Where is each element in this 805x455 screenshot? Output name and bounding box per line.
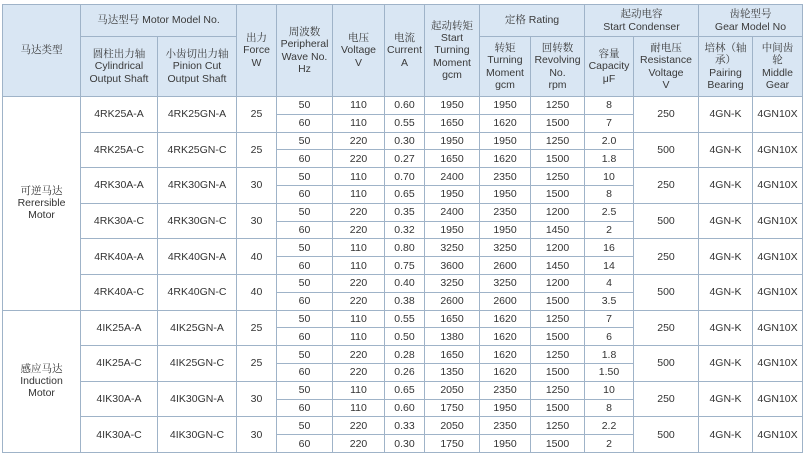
capacity-cell: 10 — [585, 381, 634, 399]
current-cell: 0.75 — [385, 257, 425, 275]
capacity-cell: 8 — [585, 97, 634, 115]
rpm-cell: 1250 — [531, 417, 585, 435]
turning-moment-cell: 1620 — [480, 150, 531, 168]
capacity-cell: 2.2 — [585, 417, 634, 435]
resist-voltage-cell: 500 — [634, 346, 699, 382]
start-moment-cell: 1950 — [425, 185, 480, 203]
turning-moment-cell: 2350 — [480, 417, 531, 435]
model-cyl-cell: 4RK40A-C — [81, 274, 158, 310]
pairing-cell: 4GN-K — [699, 346, 753, 382]
motor-group-text: 感应马达 — [20, 363, 63, 376]
current-cell: 0.55 — [385, 310, 425, 328]
start-moment-cell: 1950 — [425, 221, 480, 239]
rpm-cell: 1500 — [531, 363, 585, 381]
voltage-cell: 220 — [333, 150, 385, 168]
resist-voltage-cell: 500 — [634, 274, 699, 310]
turning-moment-cell: 2350 — [480, 203, 531, 221]
turning-moment-cell: 1950 — [480, 97, 531, 115]
pairing-cell: 4GN-K — [699, 132, 753, 168]
model-cyl-cell: 4RK40A-A — [81, 239, 158, 275]
motor-spec-table — [2, 4, 803, 453]
header-rpm: 回转数 Revolving No. rpm — [531, 37, 585, 97]
turning-moment-cell: 1620 — [480, 328, 531, 346]
force-cell: 25 — [237, 346, 277, 382]
start-moment-cell: 2600 — [425, 292, 480, 310]
freq-cell: 60 — [277, 150, 333, 168]
table-row — [3, 274, 803, 292]
force-cell: 40 — [237, 239, 277, 275]
turning-moment-cell: 1950 — [480, 185, 531, 203]
force-cell: 25 — [237, 97, 277, 133]
voltage-cell: 110 — [333, 257, 385, 275]
voltage-cell: 110 — [333, 185, 385, 203]
model-pinion-cell: 4RK40GN-A — [158, 239, 237, 275]
capacity-cell: 6 — [585, 328, 634, 346]
header-force: 出力 Force W — [237, 5, 277, 97]
model-pinion-cell: 4IK25GN-A — [158, 310, 237, 346]
rpm-cell: 1500 — [531, 150, 585, 168]
rpm-cell: 1500 — [531, 185, 585, 203]
voltage-cell: 220 — [333, 274, 385, 292]
resist-voltage-cell: 250 — [634, 310, 699, 346]
freq-cell: 50 — [277, 346, 333, 364]
turning-moment-cell: 1950 — [480, 132, 531, 150]
turning-moment-cell: 2600 — [480, 292, 531, 310]
capacity-cell: 10 — [585, 168, 634, 186]
current-cell: 0.65 — [385, 185, 425, 203]
header-condenser: 起动电容 Start Condenser — [585, 5, 699, 37]
current-cell: 0.40 — [385, 274, 425, 292]
header-resist-voltage: 耐电压 Resistance Voltage V — [634, 37, 699, 97]
start-moment-cell: 1950 — [425, 132, 480, 150]
freq-cell: 50 — [277, 132, 333, 150]
motor-group-label — [3, 310, 81, 452]
start-moment-cell: 1650 — [425, 346, 480, 364]
middle-gear-cell: 4GN10X — [753, 168, 803, 204]
resist-voltage-cell: 250 — [634, 381, 699, 417]
table-row — [3, 346, 803, 364]
header-voltage: 电压 Voltage V — [333, 5, 385, 97]
voltage-cell: 110 — [333, 381, 385, 399]
model-pinion-cell: 4IK30GN-A — [158, 381, 237, 417]
turning-moment-cell: 2600 — [480, 257, 531, 275]
pairing-cell: 4GN-K — [699, 97, 753, 133]
current-cell: 0.28 — [385, 346, 425, 364]
turning-moment-cell: 3250 — [480, 239, 531, 257]
pairing-cell: 4GN-K — [699, 168, 753, 204]
resist-voltage-cell: 250 — [634, 97, 699, 133]
pairing-cell: 4GN-K — [699, 203, 753, 239]
model-cyl-cell: 4RK30A-A — [81, 168, 158, 204]
voltage-cell: 220 — [333, 132, 385, 150]
rpm-cell: 1250 — [531, 132, 585, 150]
middle-gear-cell: 4GN10X — [753, 381, 803, 417]
model-cyl-cell: 4RK25A-C — [81, 132, 158, 168]
start-moment-cell: 1750 — [425, 399, 480, 417]
rpm-cell: 1500 — [531, 435, 585, 453]
header-capacity: 容量 Capacity μF — [585, 37, 634, 97]
motor-group-text: Rerersible — [17, 197, 66, 210]
table-row — [3, 168, 803, 186]
motor-group-text: 可逆马达 — [20, 185, 63, 198]
freq-cell: 60 — [277, 185, 333, 203]
header-gear-model: 齿轮型号 Gear Model No — [699, 5, 803, 37]
model-cyl-cell: 4IK25A-A — [81, 310, 158, 346]
force-cell: 25 — [237, 310, 277, 346]
start-moment-cell: 1650 — [425, 150, 480, 168]
freq-cell: 60 — [277, 328, 333, 346]
voltage-cell: 110 — [333, 310, 385, 328]
table-row — [3, 417, 803, 435]
header-current: 电流 Current A — [385, 5, 425, 97]
current-cell: 0.30 — [385, 132, 425, 150]
turning-moment-cell: 1950 — [480, 435, 531, 453]
rpm-cell: 1450 — [531, 257, 585, 275]
freq-cell: 60 — [277, 257, 333, 275]
start-moment-cell: 1380 — [425, 328, 480, 346]
start-moment-cell: 2050 — [425, 381, 480, 399]
turning-moment-cell: 3250 — [480, 274, 531, 292]
motor-group-label — [3, 97, 81, 311]
freq-cell: 60 — [277, 399, 333, 417]
rpm-cell: 1250 — [531, 310, 585, 328]
table-row — [3, 97, 803, 115]
force-cell: 30 — [237, 381, 277, 417]
voltage-cell: 110 — [333, 399, 385, 417]
turning-moment-cell: 1620 — [480, 363, 531, 381]
middle-gear-cell: 4GN10X — [753, 310, 803, 346]
current-cell: 0.65 — [385, 381, 425, 399]
header-motor-type: 马达类型 — [3, 5, 81, 97]
current-cell: 0.80 — [385, 239, 425, 257]
middle-gear-cell: 4GN10X — [753, 203, 803, 239]
turning-moment-cell: 2350 — [480, 381, 531, 399]
model-cyl-cell: 4RK30A-C — [81, 203, 158, 239]
freq-cell: 50 — [277, 97, 333, 115]
model-cyl-cell: 4IK30A-A — [81, 381, 158, 417]
voltage-cell: 110 — [333, 328, 385, 346]
voltage-cell: 220 — [333, 435, 385, 453]
current-cell: 0.38 — [385, 292, 425, 310]
pairing-cell: 4GN-K — [699, 417, 753, 453]
model-pinion-cell: 4RK40GN-C — [158, 274, 237, 310]
freq-cell: 60 — [277, 114, 333, 132]
model-cyl-cell: 4IK30A-C — [81, 417, 158, 453]
start-moment-cell: 3250 — [425, 239, 480, 257]
freq-cell: 60 — [277, 221, 333, 239]
header-pairing: 培林（轴 承） Pairing Bearing — [699, 37, 753, 97]
start-moment-cell: 2400 — [425, 168, 480, 186]
current-cell: 0.55 — [385, 114, 425, 132]
voltage-cell: 220 — [333, 346, 385, 364]
voltage-cell: 110 — [333, 168, 385, 186]
capacity-cell: 8 — [585, 399, 634, 417]
rpm-cell: 1250 — [531, 346, 585, 364]
force-cell: 30 — [237, 168, 277, 204]
rpm-cell: 1500 — [531, 399, 585, 417]
capacity-cell: 1.8 — [585, 150, 634, 168]
current-cell: 0.60 — [385, 399, 425, 417]
voltage-cell: 220 — [333, 203, 385, 221]
start-moment-cell: 3600 — [425, 257, 480, 275]
resist-voltage-cell: 500 — [634, 203, 699, 239]
rpm-cell: 1500 — [531, 292, 585, 310]
model-pinion-cell: 4RK25GN-C — [158, 132, 237, 168]
start-moment-cell: 2050 — [425, 417, 480, 435]
header-rating: 定格 Rating — [480, 5, 585, 37]
motor-group-text: Motor — [28, 209, 55, 222]
table-row — [3, 203, 803, 221]
current-cell: 0.60 — [385, 97, 425, 115]
middle-gear-cell: 4GN10X — [753, 274, 803, 310]
force-cell: 40 — [237, 274, 277, 310]
freq-cell: 60 — [277, 292, 333, 310]
rpm-cell: 1450 — [531, 221, 585, 239]
voltage-cell: 220 — [333, 417, 385, 435]
freq-cell: 50 — [277, 203, 333, 221]
capacity-cell: 2.5 — [585, 203, 634, 221]
start-moment-cell: 3250 — [425, 274, 480, 292]
model-pinion-cell: 4RK25GN-A — [158, 97, 237, 133]
start-moment-cell: 1750 — [425, 435, 480, 453]
pairing-cell: 4GN-K — [699, 310, 753, 346]
rpm-cell: 1250 — [531, 97, 585, 115]
capacity-cell: 2 — [585, 435, 634, 453]
voltage-cell: 110 — [333, 114, 385, 132]
header-turning-moment: 转矩 Turning Moment gcm — [480, 37, 531, 97]
motor-group-text: Motor — [28, 387, 55, 400]
freq-cell: 50 — [277, 310, 333, 328]
middle-gear-cell: 4GN10X — [753, 97, 803, 133]
force-cell: 25 — [237, 132, 277, 168]
middle-gear-cell: 4GN10X — [753, 417, 803, 453]
model-pinion-cell: 4IK30GN-C — [158, 417, 237, 453]
middle-gear-cell: 4GN10X — [753, 132, 803, 168]
start-moment-cell: 1650 — [425, 114, 480, 132]
voltage-cell: 110 — [333, 239, 385, 257]
capacity-cell: 7 — [585, 310, 634, 328]
voltage-cell: 110 — [333, 97, 385, 115]
header-cyl-shaft: 圆柱出力轴 Cylindrical Output Shaft — [81, 37, 158, 97]
current-cell: 0.32 — [385, 221, 425, 239]
capacity-cell: 1.8 — [585, 346, 634, 364]
rpm-cell: 1500 — [531, 328, 585, 346]
turning-moment-cell: 1620 — [480, 310, 531, 328]
turning-moment-cell: 1950 — [480, 221, 531, 239]
current-cell: 0.70 — [385, 168, 425, 186]
rpm-cell: 1500 — [531, 114, 585, 132]
motor-group-text: Induction — [20, 375, 63, 388]
middle-gear-cell: 4GN10X — [753, 239, 803, 275]
capacity-cell: 7 — [585, 114, 634, 132]
capacity-cell: 8 — [585, 185, 634, 203]
current-cell: 0.30 — [385, 435, 425, 453]
resist-voltage-cell: 500 — [634, 417, 699, 453]
model-pinion-cell: 4RK30GN-A — [158, 168, 237, 204]
pairing-cell: 4GN-K — [699, 274, 753, 310]
rpm-cell: 1200 — [531, 274, 585, 292]
freq-cell: 50 — [277, 274, 333, 292]
freq-cell: 50 — [277, 168, 333, 186]
model-cyl-cell: 4RK25A-A — [81, 97, 158, 133]
model-pinion-cell: 4RK30GN-C — [158, 203, 237, 239]
start-moment-cell: 1350 — [425, 363, 480, 381]
resist-voltage-cell: 250 — [634, 239, 699, 275]
model-pinion-cell: 4IK25GN-C — [158, 346, 237, 382]
voltage-cell: 220 — [333, 221, 385, 239]
start-moment-cell: 2400 — [425, 203, 480, 221]
capacity-cell: 2.0 — [585, 132, 634, 150]
current-cell: 0.35 — [385, 203, 425, 221]
pairing-cell: 4GN-K — [699, 381, 753, 417]
header-motor-model: 马达型号 Motor Model No. — [81, 5, 237, 37]
current-cell: 0.26 — [385, 363, 425, 381]
header-middle-gear: 中间齿 轮 Middle Gear — [753, 37, 803, 97]
voltage-cell: 220 — [333, 292, 385, 310]
table-row — [3, 310, 803, 328]
capacity-cell: 4 — [585, 274, 634, 292]
force-cell: 30 — [237, 203, 277, 239]
turning-moment-cell: 2350 — [480, 168, 531, 186]
rpm-cell: 1200 — [531, 239, 585, 257]
capacity-cell: 16 — [585, 239, 634, 257]
start-moment-cell: 1950 — [425, 97, 480, 115]
start-moment-cell: 1650 — [425, 310, 480, 328]
rpm-cell: 1250 — [531, 168, 585, 186]
freq-cell: 60 — [277, 435, 333, 453]
pairing-cell: 4GN-K — [699, 239, 753, 275]
rpm-cell: 1200 — [531, 203, 585, 221]
voltage-cell: 220 — [333, 363, 385, 381]
middle-gear-cell: 4GN10X — [753, 346, 803, 382]
turning-moment-cell: 1620 — [480, 114, 531, 132]
table-row — [3, 132, 803, 150]
model-cyl-cell: 4IK25A-C — [81, 346, 158, 382]
table-row — [3, 239, 803, 257]
capacity-cell: 1.50 — [585, 363, 634, 381]
table-row — [3, 381, 803, 399]
freq-cell: 50 — [277, 381, 333, 399]
turning-moment-cell: 1950 — [480, 399, 531, 417]
rpm-cell: 1250 — [531, 381, 585, 399]
freq-cell: 50 — [277, 417, 333, 435]
header-pinion-shaft: 小齿切出力轴 Pinion Cut Output Shaft — [158, 37, 237, 97]
current-cell: 0.27 — [385, 150, 425, 168]
capacity-cell: 14 — [585, 257, 634, 275]
freq-cell: 60 — [277, 363, 333, 381]
resist-voltage-cell: 500 — [634, 132, 699, 168]
current-cell: 0.50 — [385, 328, 425, 346]
capacity-cell: 2 — [585, 221, 634, 239]
capacity-cell: 3.5 — [585, 292, 634, 310]
freq-cell: 50 — [277, 239, 333, 257]
header-start-moment: 起动转矩 Start Turning Moment gcm — [425, 5, 480, 97]
current-cell: 0.33 — [385, 417, 425, 435]
resist-voltage-cell: 250 — [634, 168, 699, 204]
turning-moment-cell: 1620 — [480, 346, 531, 364]
header-wave: 周波数 Peripheral Wave No. Hz — [277, 5, 333, 97]
force-cell: 30 — [237, 417, 277, 453]
